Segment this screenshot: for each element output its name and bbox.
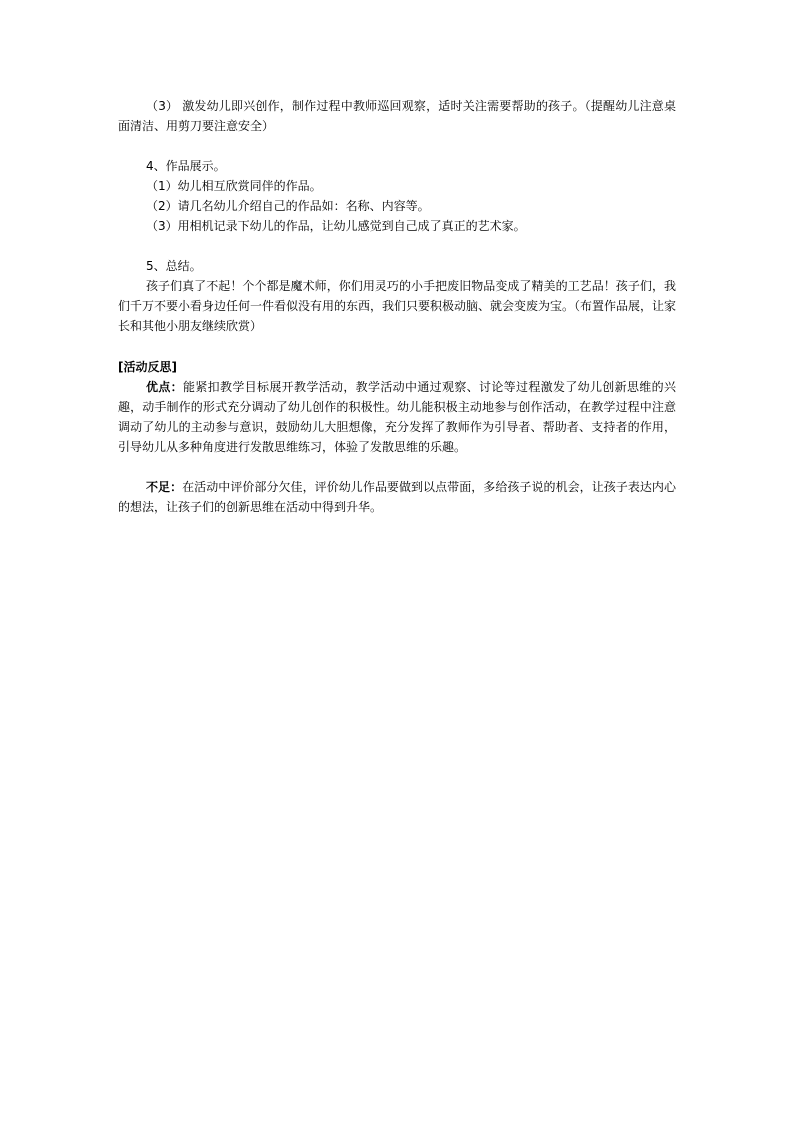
spacer	[118, 236, 676, 256]
spacer	[118, 136, 676, 156]
section4-item-2: （2）请几名幼儿介绍自己的作品如：名称、内容等。	[146, 199, 430, 213]
section4-item-1: （1）幼儿相互欣赏同伴的作品。	[146, 179, 322, 193]
reflection-heading: [活动反思]	[118, 360, 177, 374]
section4-item-3: （3）用相机记录下幼儿的作品，让幼儿感觉到自己成了真正的艺术家。	[146, 219, 526, 233]
weakness-text: 在活动中评价部分欠佳，评价幼儿作品要做到以点带面，多给孩子说的机会，让孩子表达内心的想法，让孩子们的创新思维在活动中得到升华。	[118, 480, 676, 514]
reflection-strengths-paragraph	[118, 377, 676, 457]
section4-title: 4、作品展示。	[146, 159, 226, 173]
section5-body: 孩子们真了不起！个个都是魔术师，你们用灵巧的小手把废旧物品变成了精美的工艺品！孩子们，我们千万不要小看身边任何一件看似没有用的东西，我们只要积极动脑、就会变废为宝。（布置作品展，让家长和其他小朋友继续欣赏）	[118, 279, 677, 333]
strengths-label: 优点：	[146, 380, 183, 394]
spacer	[118, 457, 676, 477]
document-page	[118, 96, 676, 517]
strengths-text: 能紧扣教学目标展开教学活动，教学活动中通过观察、讨论等过程激发了幼儿创新思维的兴趣，动手制作的形式充分调动了幼儿创作的积极性。幼儿能积极主动地参与创作活动，在教学过程中注意调动了幼儿的主动参与意识，鼓励幼儿大胆想像，充分发挥了教师作为引导者、帮助者、支持者的作用，引导幼儿从多种角度进行发散思维练习，体验了发散思维的乐趣。	[118, 380, 676, 454]
step3-item3-paragraph: （3） 激发幼儿即兴创作，制作过程中教师巡回观察，适时关注需要帮助的孩子。（提醒幼儿注意桌面清洁、用剪刀要注意安全）	[118, 99, 676, 133]
weakness-label: 不足：	[146, 480, 183, 494]
section5-title: 5、总结。	[146, 259, 202, 273]
reflection-weakness-paragraph	[118, 477, 676, 517]
spacer	[118, 336, 676, 356]
